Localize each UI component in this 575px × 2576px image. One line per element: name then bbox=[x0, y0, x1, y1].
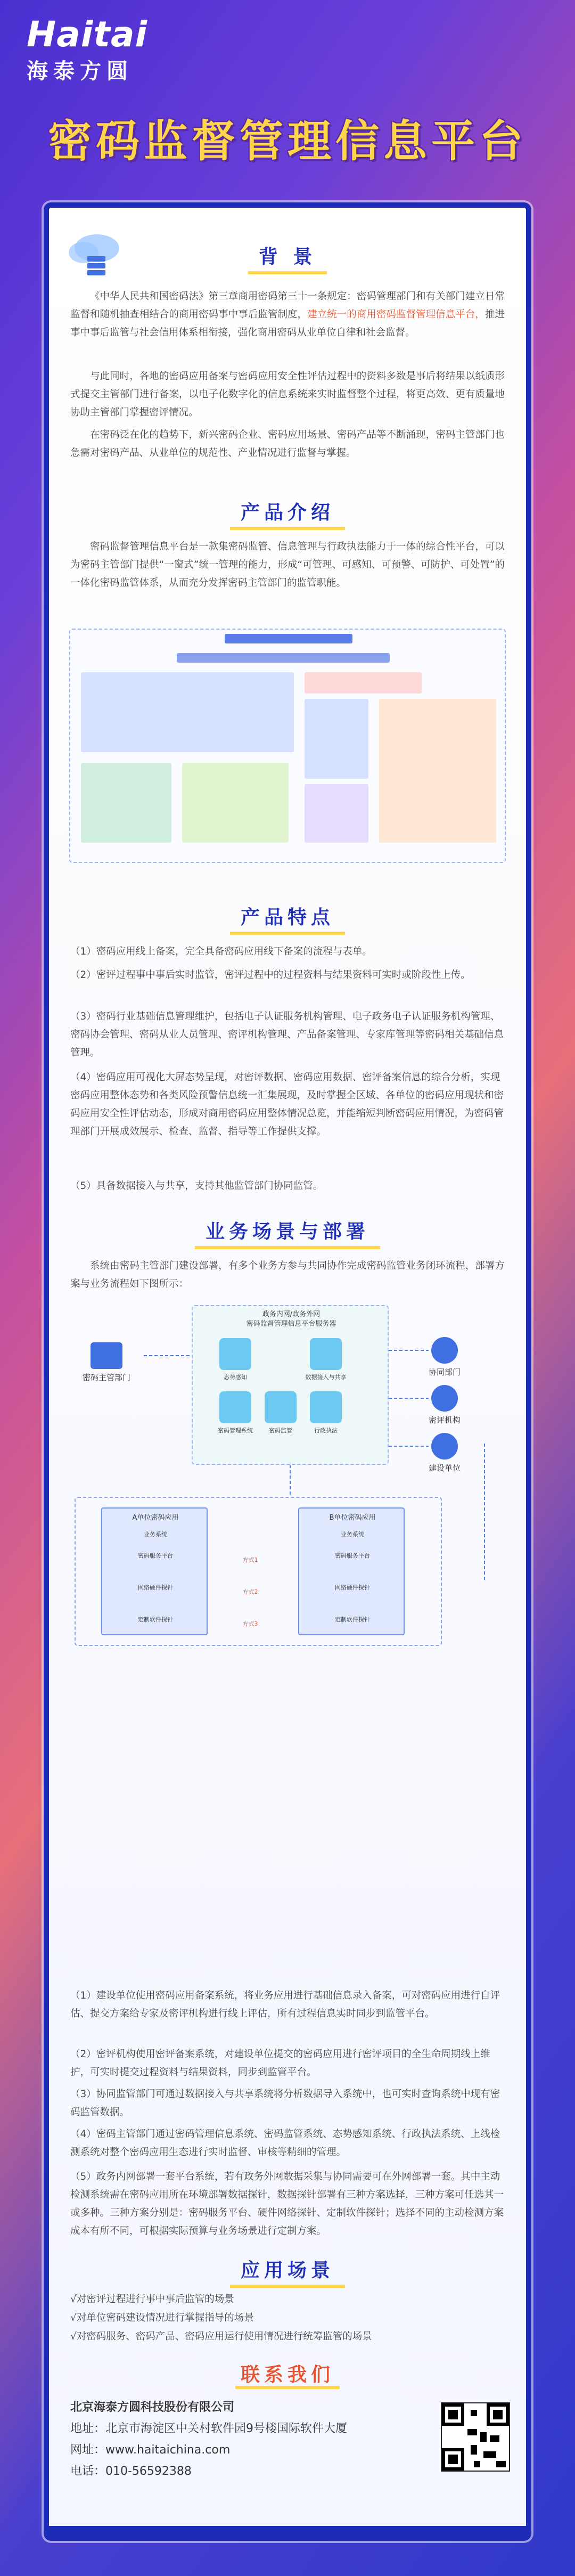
app-b-row-3: 定制软件探针 bbox=[335, 1616, 370, 1623]
app-b-title: B单位密码应用 bbox=[329, 1514, 376, 1522]
section-title-contact: 联系我们 bbox=[49, 2360, 526, 2387]
right-node-label-1: 协同部门 bbox=[428, 1367, 461, 1377]
method-label-2: 方式2 bbox=[242, 1588, 258, 1595]
app-a-row-3: 定制软件探针 bbox=[138, 1616, 173, 1623]
arch-block-2 bbox=[305, 672, 422, 694]
brand-logo bbox=[27, 14, 148, 85]
deployment-diagram bbox=[69, 1305, 506, 1742]
arch-mid-bar bbox=[177, 653, 390, 663]
center-node-label-4: 密码监管 bbox=[269, 1427, 292, 1434]
feature-item-3: （3）密码行业基础信息管理维护，包括电子认证服务机构管理、电子政务电子认证服务机构管理、密码协会管理、密码从业人员管理、密评机构管理、产品备案管理、专家库管理等密码相关基础信息管理。 bbox=[70, 1011, 504, 1058]
scenario-item-5: （5）政务内网部署一套平台系统，若有政务外网数据采集与协同需要可在外网部署一套。其中主动检测系统需在密码应用所在环境部署数据探针，数据探针部署有三种方案选择，三种方案可任选其一或多种。三种方案分别是：密码服务平台、硬件网络探针、定制软件探针；选择不同的主动检测方案成本有所不同，可根据实际预算与业务场景进行定制方案。 bbox=[70, 2171, 504, 2237]
arch-block-1 bbox=[81, 672, 294, 752]
scenario-item-2: （2）密评机构使用密评备案系统，对建设单位提交的密码应用进行密评项目的全生命周期线上维护，可实时提交过程资料与结果资料，同步到监管平台。 bbox=[70, 2049, 490, 2078]
feature-item-2: （2）密评过程事中事后实时监管，密评过程中的过程资料与结果资料可实时或阶段性上传。 bbox=[70, 969, 471, 981]
right-node-label-3: 建设单位 bbox=[428, 1463, 461, 1473]
arch-block-7 bbox=[305, 784, 368, 843]
app-a-label: 业务系统 bbox=[144, 1531, 167, 1538]
method-label-3: 方式3 bbox=[242, 1620, 258, 1627]
contact-address: 地址：北京市海淀区中关村软件园9号楼国际软件大厦 bbox=[70, 2422, 347, 2435]
app-box-a bbox=[101, 1507, 208, 1635]
logo-cn: 海泰方圆 bbox=[27, 59, 133, 84]
arch-top-bar bbox=[225, 634, 352, 643]
arch-block-5 bbox=[81, 763, 171, 843]
scenario-p1: 系统由密码主管部门建设部署，有多个业务方参与共同协作完成密码监管业务闭环流程，部署方案与业务流程如下图所示： bbox=[70, 1260, 505, 1290]
app-b-label: 业务系统 bbox=[341, 1531, 364, 1538]
page-title: 密码监督管理信息平台 bbox=[47, 116, 527, 167]
method-label-1: 方式1 bbox=[242, 1556, 258, 1563]
background-p1: 《中华人民共和国密码法》第三章商用密码第三十一条规定：密码管理部门和有关部门建立日常监督和随机抽查相结合的商用密码事中事后监管制度，建立统一的商用密码监督管理信息平台，推进事中事后监管与社会信用体系相衔接，强化商用密码从业单位自律和社会监督。 bbox=[70, 291, 505, 338]
center-node-label-2: 数据接入与共享 bbox=[305, 1374, 347, 1381]
arch-block-3 bbox=[305, 699, 368, 779]
app-a-row-1: 密码服务平台 bbox=[138, 1552, 173, 1559]
feature-item-1: （1）密码应用线上备案，完全具备密码应用线下备案的流程与表单。 bbox=[70, 946, 372, 957]
architecture-diagram bbox=[69, 629, 506, 863]
feature-item-4: （4）密码应用可视化大屏态势呈现，对密评数据、密码应用数据、密评备案信息的综合分析，实现密码应用整体态势和各类风险预警信息统一汇集展现，及时掌握全区域、各单位的密码应用现状和密码应用安全性评估动态，形成对商用密码应用整体情况总览，并能缩短判断密码应用情况，为密码管理部门开展成效展示、检查、监督、指导等工作提供支撑。 bbox=[70, 1072, 504, 1137]
qr-code-graphic bbox=[442, 2403, 509, 2471]
product-p1: 密码监督管理信息平台是一款集密码监管、信息管理与行政执法能力于一体的综合性平台，可以为密码主管部门提供“一窗式”统一管理的能力，形成“可管理、可感知、可预警、可防护、可处置”的一体化密码监管体系，从而充分发挥密码主管部门的监管职能。 bbox=[70, 541, 505, 589]
footer-bar bbox=[49, 2526, 526, 2536]
section-title-background: 背 景 bbox=[49, 240, 526, 274]
feature-item-5: （5）具备数据接入与共享，支持其他监管部门协同监管。 bbox=[70, 1180, 323, 1192]
section-title-scenario: 业务场景与部署 bbox=[49, 1214, 526, 1249]
contact-company: 北京海泰方圆科技股份有限公司 bbox=[70, 2401, 235, 2414]
right-node-label-2: 密评机构 bbox=[428, 1415, 461, 1425]
app-box-b bbox=[298, 1507, 405, 1635]
section-title-application: 应用场景 bbox=[49, 2253, 526, 2288]
application-item-2: √对单位密码建设情况进行掌握指导的场景 bbox=[70, 2312, 254, 2324]
scenario-item-4: （4）密码主管部门通过密码管理信息系统、密码监管系统、态势感知系统、行政执法系统、上线检测系统对整个密码应用生态进行实时监督、审核等精细的管理。 bbox=[70, 2129, 500, 2158]
app-b-row-2: 网络硬件探针 bbox=[335, 1584, 370, 1591]
center-node-label-5: 行政执法 bbox=[314, 1427, 338, 1434]
zone-subtitle: 密码监督管理信息平台服务器 bbox=[246, 1320, 336, 1328]
scenario-item-1: （1）建设单位使用密码应用备案系统，将业务应用进行基础信息录入备案，可对密码应用进行自评估、提交方案给专家及密评机构进行线上评估，所有过程信息实时同步到监管平台。 bbox=[70, 1990, 500, 2019]
background-p2: 与此同时，各地的密码应用备案与密码应用安全性评估过程中的资料多数是事后将结果以纸质形式提交主管部门进行备案，以电子化数字化的信息系统来实时监督整个过程，将更高效、更有质量地协助主管部门掌握密评情况。 bbox=[70, 371, 505, 418]
application-item-1: √对密评过程进行事中事后监管的场景 bbox=[70, 2294, 234, 2305]
contact-website[interactable]: 网址：www.haitaichina.com bbox=[70, 2443, 231, 2457]
app-a-row-2: 网络硬件探针 bbox=[138, 1584, 173, 1591]
section-title-product: 产品介绍 bbox=[49, 495, 526, 530]
arch-block-6 bbox=[182, 763, 289, 843]
zone-title: 政务内网/政务外网 bbox=[262, 1310, 321, 1318]
scenario-item-3: （3）协同监管部门可通过数据接入与共享系统将分析数据导入系统中，也可实时查询系统中现有密码监管数据。 bbox=[70, 2089, 500, 2118]
logo-en: Haitai bbox=[27, 14, 148, 55]
center-node-label-3: 密码管理系统 bbox=[218, 1427, 253, 1434]
authority-node-label: 密码主管部门 bbox=[82, 1373, 130, 1382]
arch-block-4 bbox=[379, 699, 496, 843]
application-item-3: √对密码服务、密码产品、密码应用运行使用情况进行统筹监管的场景 bbox=[70, 2331, 372, 2342]
contact-phone: 电话：010-56592388 bbox=[70, 2465, 192, 2478]
content-card bbox=[44, 202, 531, 2541]
qr-code bbox=[441, 2402, 510, 2472]
app-b-row-1: 密码服务平台 bbox=[335, 1552, 370, 1559]
center-node-label-1: 态势感知 bbox=[224, 1374, 247, 1381]
app-a-title: A单位密码应用 bbox=[132, 1514, 179, 1522]
section-title-features: 产品特点 bbox=[49, 900, 526, 935]
background-p3: 在密码泛在化的趋势下，新兴密码企业、密码应用场景、密码产品等不断涌现，密码主管部门也急需对密码产品、从业单位的规范性、产业情况进行监督与掌握。 bbox=[70, 429, 505, 459]
